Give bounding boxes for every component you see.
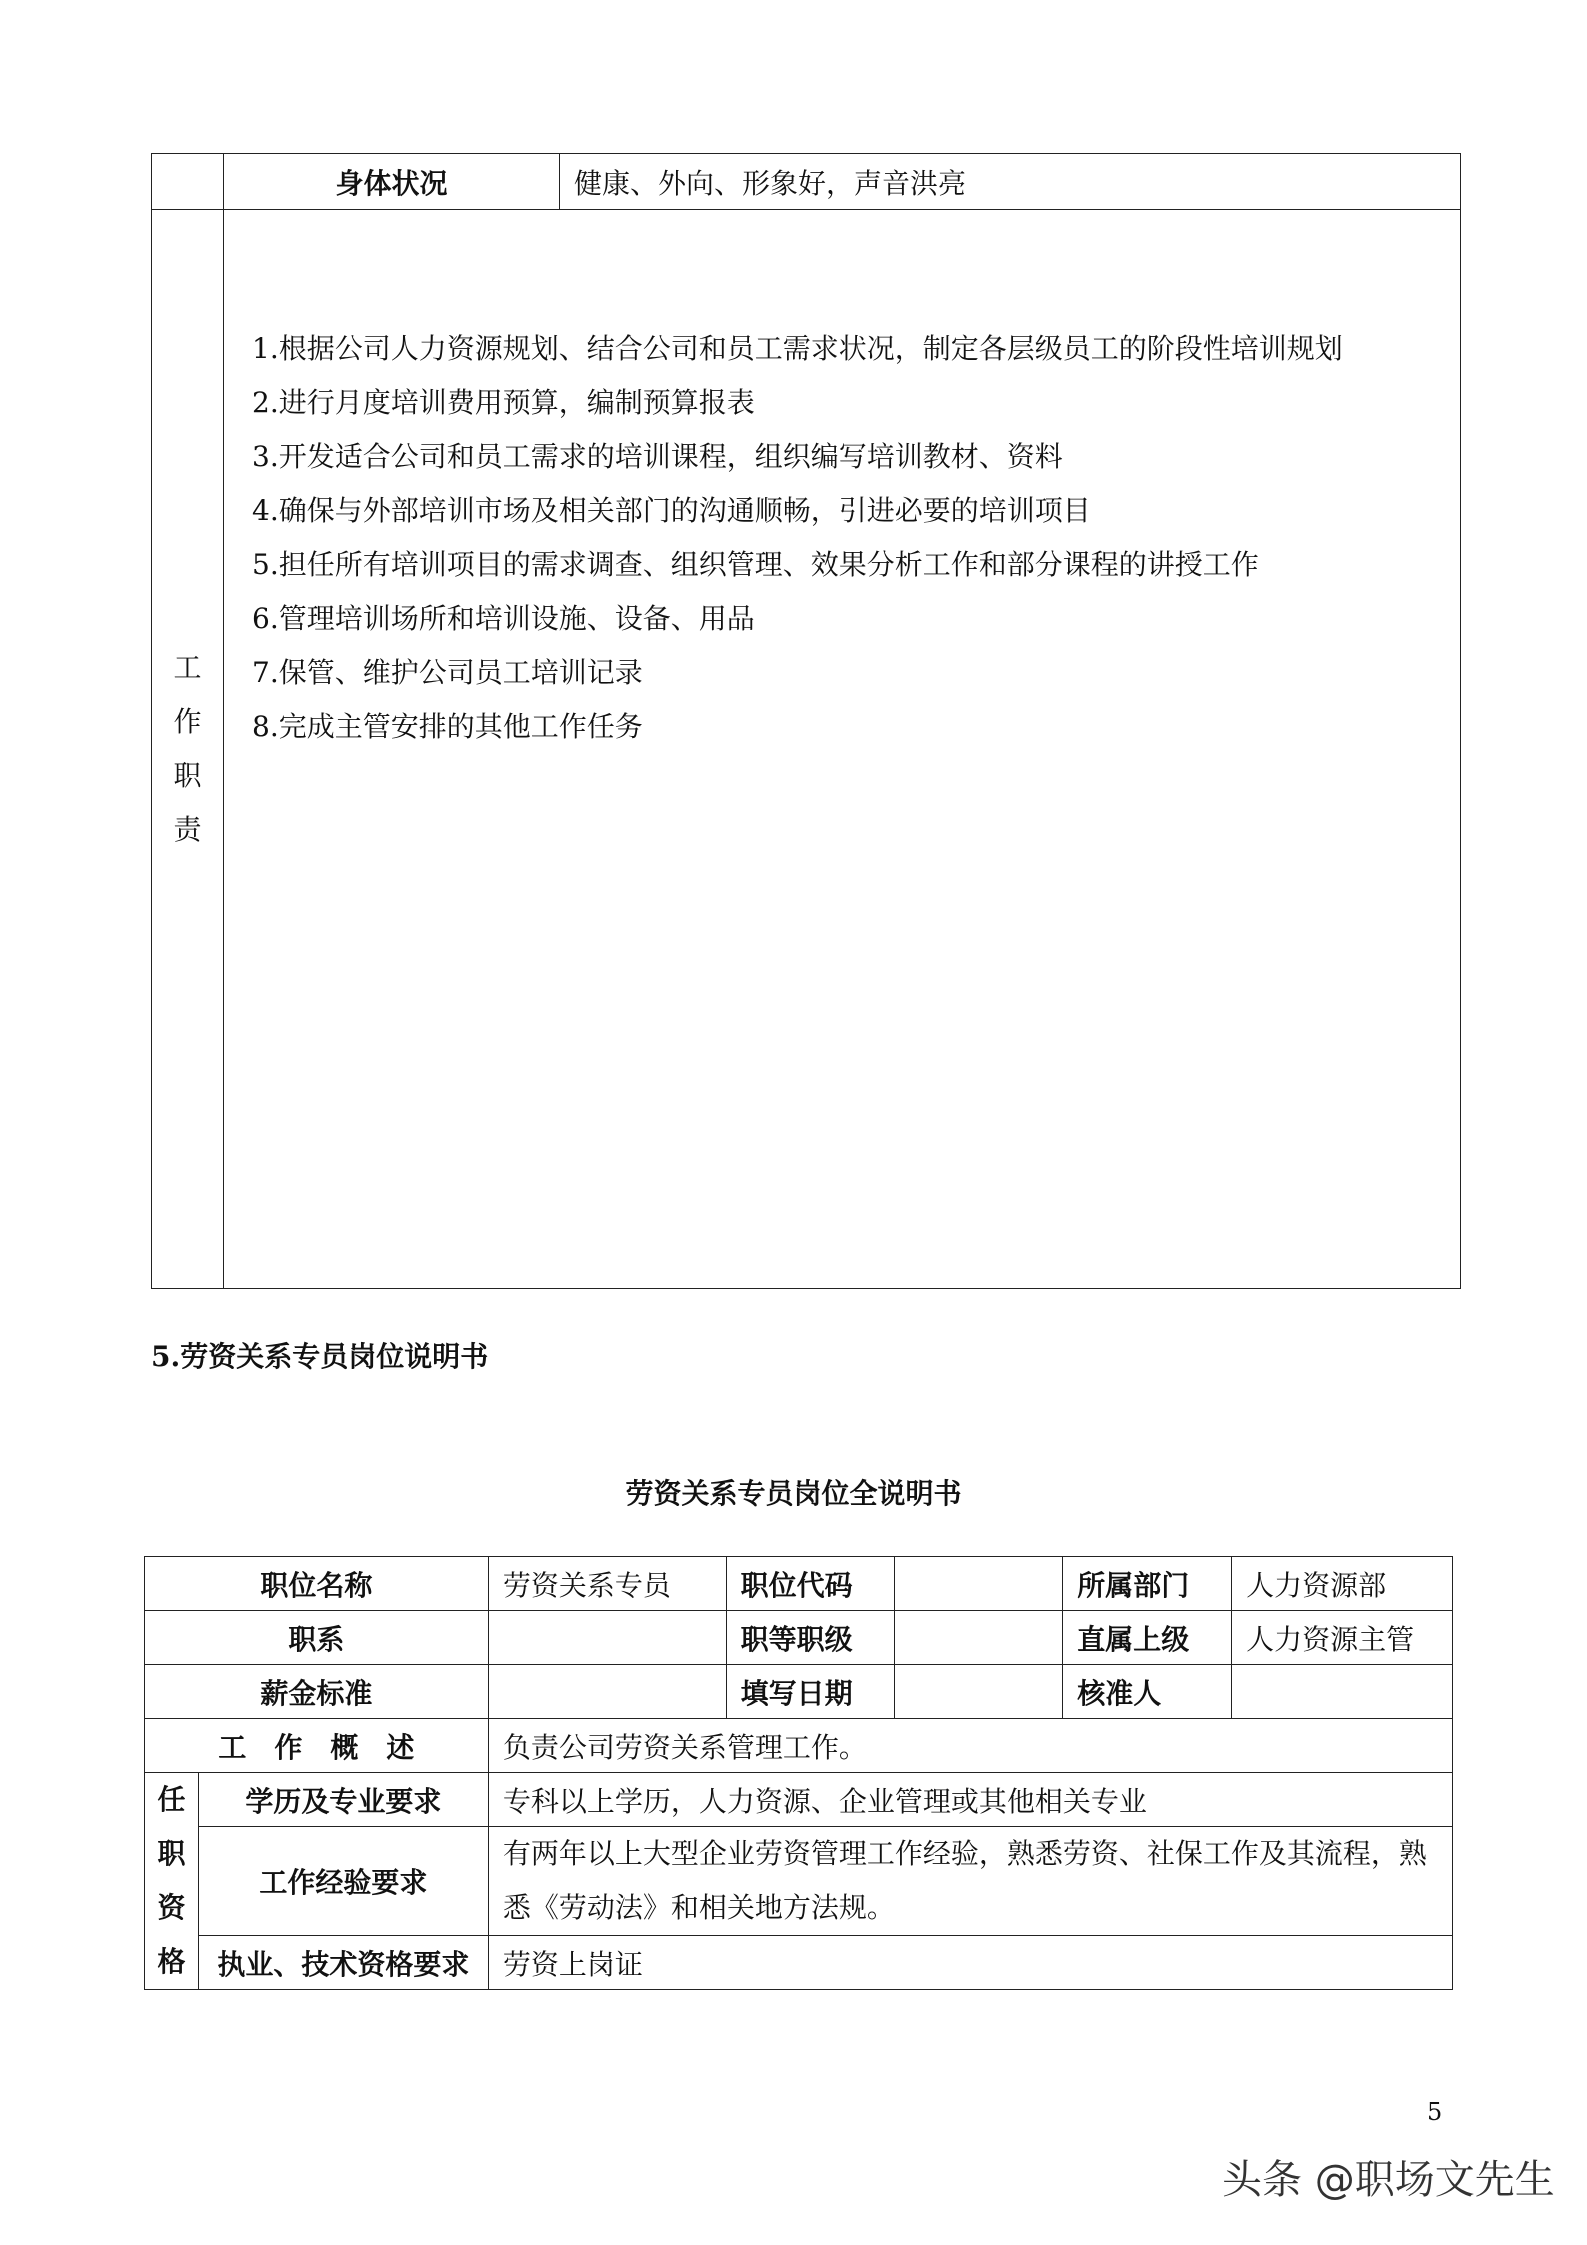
document-title: 劳资关系专员岗位全说明书	[625, 1477, 962, 1510]
grade-value	[895, 1611, 1063, 1665]
job-family-label: 职系	[145, 1611, 489, 1665]
certification-value: 劳资上岗证	[488, 1936, 1452, 1990]
duties-label-char: 工	[173, 651, 202, 684]
duty-item: 1.根据公司人力资源规划、结合公司和员工需求状况，制定各层级员工的阶段性培训规划	[252, 332, 1343, 365]
salary-label: 薪金标准	[145, 1665, 489, 1719]
experience-value: 有两年以上大型企业劳资管理工作经验，熟悉劳资、社保工作及其流程，熟悉《劳动法》和相关地方法规。	[488, 1827, 1452, 1936]
supervisor-value: 人力资源主管	[1232, 1611, 1453, 1665]
department-label: 所属部门	[1063, 1557, 1232, 1611]
overview-label: 工 作 概 述	[145, 1719, 489, 1773]
page-number: 5	[1427, 2098, 1443, 2126]
position-name-label: 职位名称	[145, 1557, 489, 1611]
salary-value	[488, 1665, 726, 1719]
duty-item: 7.保管、维护公司员工培训记录	[252, 656, 643, 689]
position-code-label: 职位代码	[726, 1557, 895, 1611]
blank-cell	[152, 154, 224, 210]
job-family-value	[488, 1611, 726, 1665]
approver-label: 核准人	[1063, 1665, 1232, 1719]
fill-date-value	[895, 1665, 1063, 1719]
duties-label-char: 作	[173, 705, 202, 738]
experience-label: 工作经验要求	[198, 1827, 488, 1936]
duty-item: 2.进行月度培训费用预算，编制预算报表	[252, 386, 755, 419]
duty-item: 5.担任所有培训项目的需求调查、组织管理、效果分析工作和部分课程的讲授工作	[252, 548, 1259, 581]
duties-label	[152, 210, 224, 1289]
qualification-label-char: 任	[157, 1783, 186, 1816]
qualification-label-char: 职	[157, 1837, 186, 1870]
fill-date-label: 填写日期	[726, 1665, 895, 1719]
education-value: 专科以上学历，人力资源、企业管理或其他相关专业	[488, 1773, 1452, 1827]
job-specification-table	[144, 1556, 1453, 1990]
qualification-label-char: 格	[157, 1945, 186, 1978]
education-label: 学历及专业要求	[198, 1773, 488, 1827]
duty-item: 3.开发适合公司和员工需求的培训课程，组织编写培训教材、资料	[252, 440, 1063, 473]
grade-label: 职等职级	[726, 1611, 895, 1665]
section-title: 5.劳资关系专员岗位说明书	[151, 1340, 489, 1373]
health-label: 身体状况	[224, 154, 560, 210]
position-name-value: 劳资关系专员	[488, 1557, 726, 1611]
qualification-label	[145, 1773, 199, 1990]
duties-list	[224, 210, 1461, 1289]
duty-item: 4.确保与外部培训市场及相关部门的沟通顺畅，引进必要的培训项目	[252, 494, 1091, 527]
duties-label-char: 责	[173, 813, 202, 846]
supervisor-label: 直属上级	[1063, 1611, 1232, 1665]
watermark: 头条 @职场文先生	[1222, 2157, 1555, 2203]
duty-item: 6.管理培训场所和培训设施、设备、用品	[252, 602, 755, 635]
qualification-label-char: 资	[157, 1891, 186, 1924]
overview-value: 负责公司劳资关系管理工作。	[488, 1719, 1452, 1773]
approver-value	[1232, 1665, 1453, 1719]
duty-item: 8.完成主管安排的其他工作任务	[252, 710, 643, 743]
health-value: 健康、外向、形象好，声音洪亮	[560, 154, 1461, 210]
position-code-value	[895, 1557, 1063, 1611]
department-value: 人力资源部	[1232, 1557, 1453, 1611]
duties-label-char: 职	[173, 759, 202, 792]
job-description-table-top	[151, 153, 1461, 1289]
certification-label: 执业、技术资格要求	[198, 1936, 488, 1990]
